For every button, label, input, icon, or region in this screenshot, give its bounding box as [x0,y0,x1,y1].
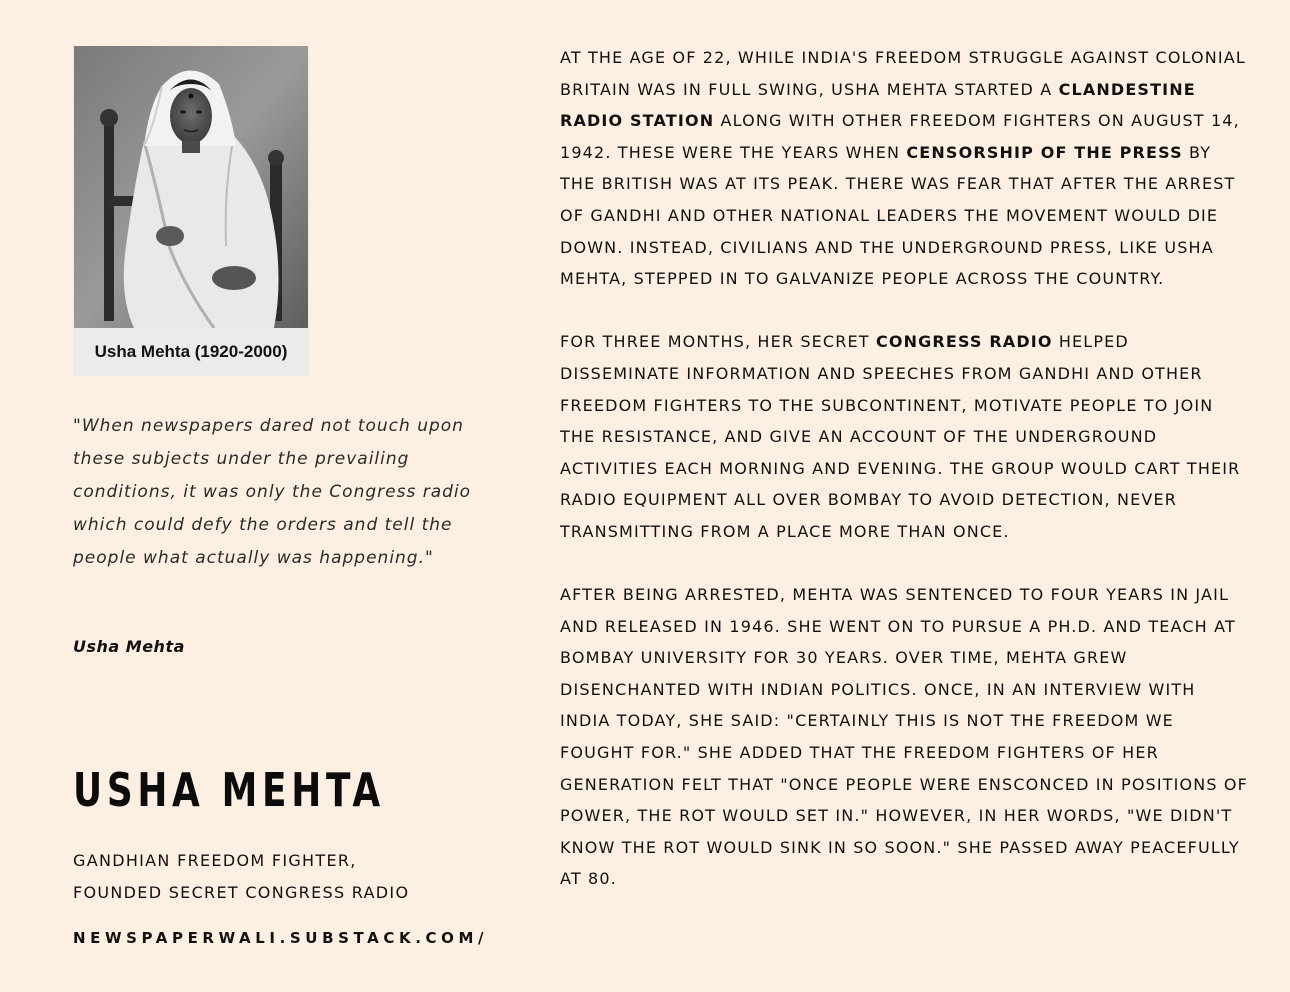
subtitle-line-1: GANDHIAN FREEDOM FIGHTER, [73,851,357,870]
page-title: USHA MEHTA [73,763,385,817]
site-link[interactable]: NEWSPAPERWALI.SUBSTACK.COM/ [73,929,489,947]
paragraph-2-text-c: HELPED DISSEMINATE INFORMATION AND SPEECHES FROM GANDHI AND OTHER FREEDOM FIGHTERS TO THE SUBCONTINENT, MOTIVATE PEOPLE TO JOIN THE RESISTANCE, AND GIVE AN ACCOUNT OF THE UNDERGROUND ACTIVITIES EACH MORNING AND EVENING. THE GROUP WOULD CART THEIR RADIO EQUIPMENT ALL OVER BOMBAY TO AVOID DETECTION, NEVER TRANSMITTING FROM A PLACE MORE THAN ONCE. [560,332,1241,541]
paragraph-3: AFTER BEING ARRESTED, MEHTA WAS SENTENCED TO FOUR YEARS IN JAIL AND RELEASED IN 1946. SHE WENT ON TO PURSUE A PH.D. AND TEACH AT BOMBAY UNIVERSITY FOR 30 YEARS. OVER TIME, MEHTA GREW DISENCHANTED WITH INDIAN POLITICS. ONCE, IN AN INTERVIEW WITH INDIA TODAY, SHE SAID: "CERTAINLY THIS IS NOT THE FREEDOM WE FOUGHT FOR." SHE ADDED THAT THE FREEDOM FIGHTERS OF HER GENERATION FELT THAT "ONCE PEOPLE WERE ENSCONCED IN POSITIONS OF POWER, THE ROT WOULD SET IN." HOWEVER, IN HER WORDS, "WE DIDN'T KNOW THE ROT WOULD SINK IN SO SOON." SHE PASSED AWAY PEACEFULLY AT 80. [560,585,1249,889]
subtitle-line-2: FOUNDED SECRET CONGRESS RADIO [73,883,410,902]
photo-caption-box [73,328,309,376]
paragraph-2 [560,326,1250,547]
highlight-clandestine-radio: CLANDESTINE RADIO STATION [560,79,1196,131]
paragraph-1 [560,42,1250,295]
paragraph-1-text-d: BY THE BRITISH WAS AT ITS PEAK. THERE WAS FEAR THAT AFTER THE ARREST OF GANDHI AND OTHER NATIONAL LEADERS THE MOVEMENT WOULD DIE DOWN. INSTEAD, CIVILIANS AND THE UNDERGROUND PRESS, LIKE USHA MEHTA, STEPPED IN TO GALVANIZE PEOPLE ACROSS THE COUNTRY. [560,142,1236,289]
highlight-congress-radio: CONGRESS RADIO [875,332,1053,352]
paragraph-2-text-a: FOR THREE MONTHS, HER SECRET [560,332,876,352]
highlight-censorship: CENSORSHIP OF THE PRESS [906,142,1183,162]
paragraph-1-text-c: ALONG WITH OTHER FREEDOM FIGHTERS ON AUGUST 14, 1942. THESE WERE THE YEARS WHEN [560,111,1240,162]
subtitle [73,845,409,909]
pull-quote: "When newspapers dared not touch upon these subjects under the prevailing conditions, it was only the Congress radio which could defy the orders and tell the people what actually was happening." [73,416,472,568]
photo-caption: Usha Mehta (1920-2000) [94,342,288,361]
article-body [560,42,1250,927]
portrait-photo [74,46,308,328]
photo-card [73,46,309,376]
quote-author: Usha Mehta [73,637,185,656]
paragraph-1-text-a: AT THE AGE OF 22, WHILE INDIA'S FREEDOM STRUGGLE AGAINST COLONIAL BRITAIN WAS IN FULL SWING, USHA MEHTA STARTED A [560,48,1246,99]
